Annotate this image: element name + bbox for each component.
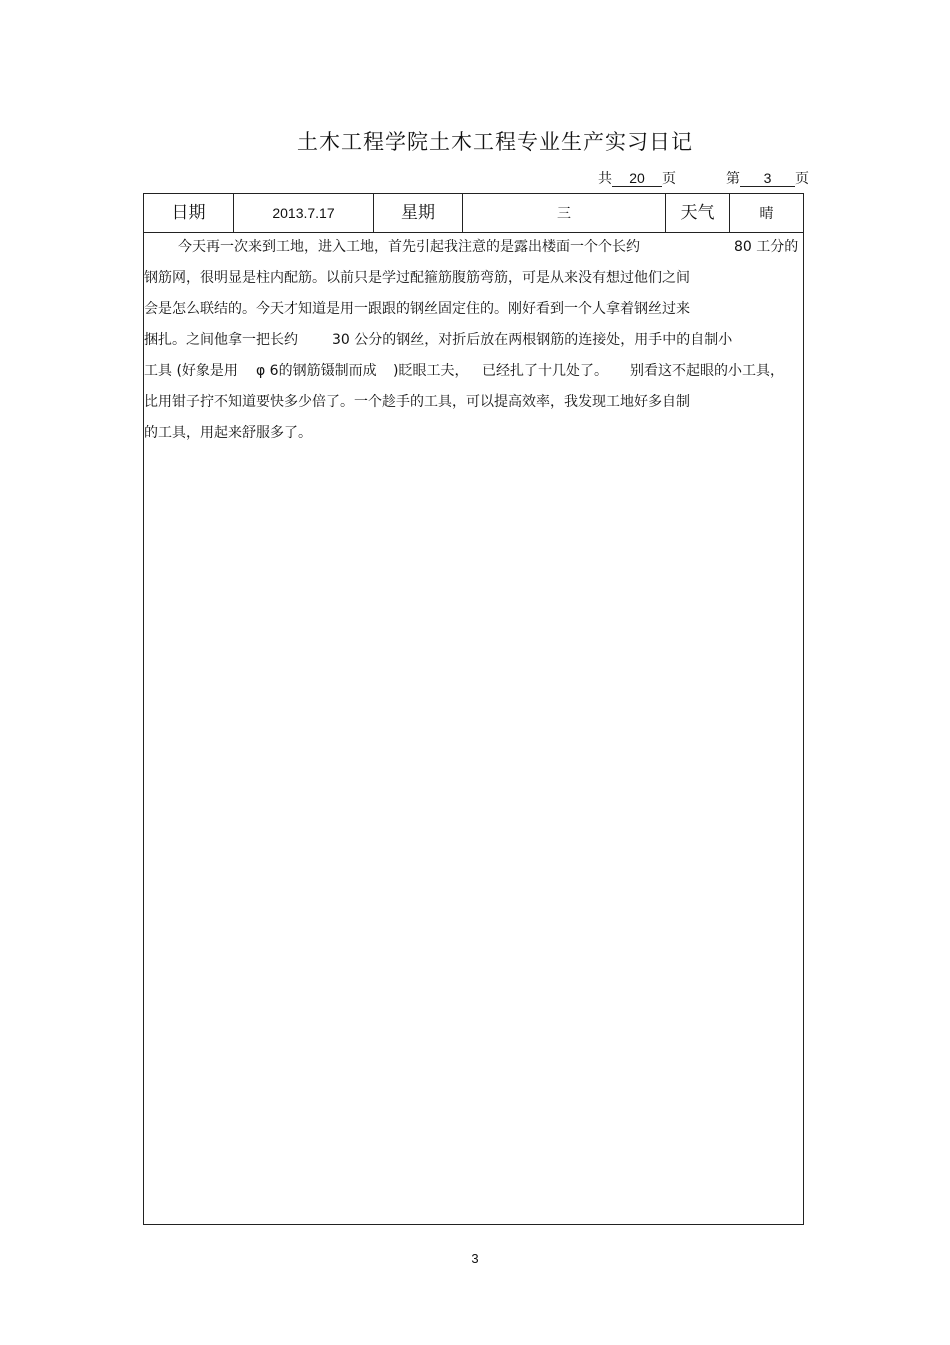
- page-count: [598, 168, 809, 188]
- body-segment: φ 6的钢筋镊制而成: [256, 363, 377, 379]
- total-suffix: 页: [662, 171, 676, 187]
- weather-label: 天气: [666, 194, 730, 232]
- current-page: 3: [740, 170, 795, 187]
- body-line: [144, 356, 803, 387]
- body-segment: 别看这不起眼的小工具，: [630, 363, 784, 379]
- header-row: [144, 194, 803, 233]
- body-segment: 钢筋网，很明显是柱内配筋。以前只是学过配箍筋腹筋弯筋，可是从来没有想过他们之间: [144, 270, 690, 286]
- diary-body: [144, 232, 803, 449]
- current-prefix: 第: [726, 171, 740, 187]
- body-segment: 已经扎了十几处了。: [482, 363, 608, 379]
- footer-page-number: 3: [471, 1251, 479, 1266]
- body-line: [144, 418, 803, 449]
- diary-table: [143, 193, 804, 1225]
- body-segment: 会是怎么联结的。今天才知道是用一跟跟的钢丝固定住的。刚好看到一个人拿着钢丝过来: [144, 301, 690, 317]
- body-segment: 今天再一次来到工地，进入工地，首先引起我注意的是露出楼面一个个长约: [178, 239, 640, 255]
- diary-title: 土木工程学院土木工程专业生产实习日记: [297, 130, 693, 154]
- body-line: [144, 325, 803, 356]
- date-label: 日期: [144, 194, 234, 232]
- total-pages: 20: [612, 170, 662, 187]
- date-value: 2013.7.17: [234, 194, 374, 232]
- body-line: [144, 263, 803, 294]
- body-segment: 80 工分的: [734, 239, 799, 255]
- total-prefix: 共: [598, 171, 612, 187]
- weekday-label: 星期: [374, 194, 463, 232]
- body-line: [144, 387, 803, 418]
- weekday-value: 三: [463, 194, 666, 232]
- weather-value: 晴: [759, 205, 774, 221]
- current-suffix: 页: [795, 171, 809, 187]
- body-segment: )眨眼工夫，: [393, 363, 469, 379]
- body-segment: 的工具，用起来舒服多了。: [144, 425, 312, 441]
- body-segment: 30 公分的钢丝，对折后放在两根钢筋的连接处，用手中的自制小: [332, 332, 733, 348]
- body-line: [144, 232, 803, 263]
- body-segment: 工具 (好象是用: [144, 363, 238, 379]
- body-line: [144, 294, 803, 325]
- body-segment: 捆扎。之间他拿一把长约: [144, 332, 298, 348]
- body-segment: 比用钳子拧不知道要快多少倍了。一个趁手的工具，可以提高效率，我发现工地好多自制: [144, 394, 690, 410]
